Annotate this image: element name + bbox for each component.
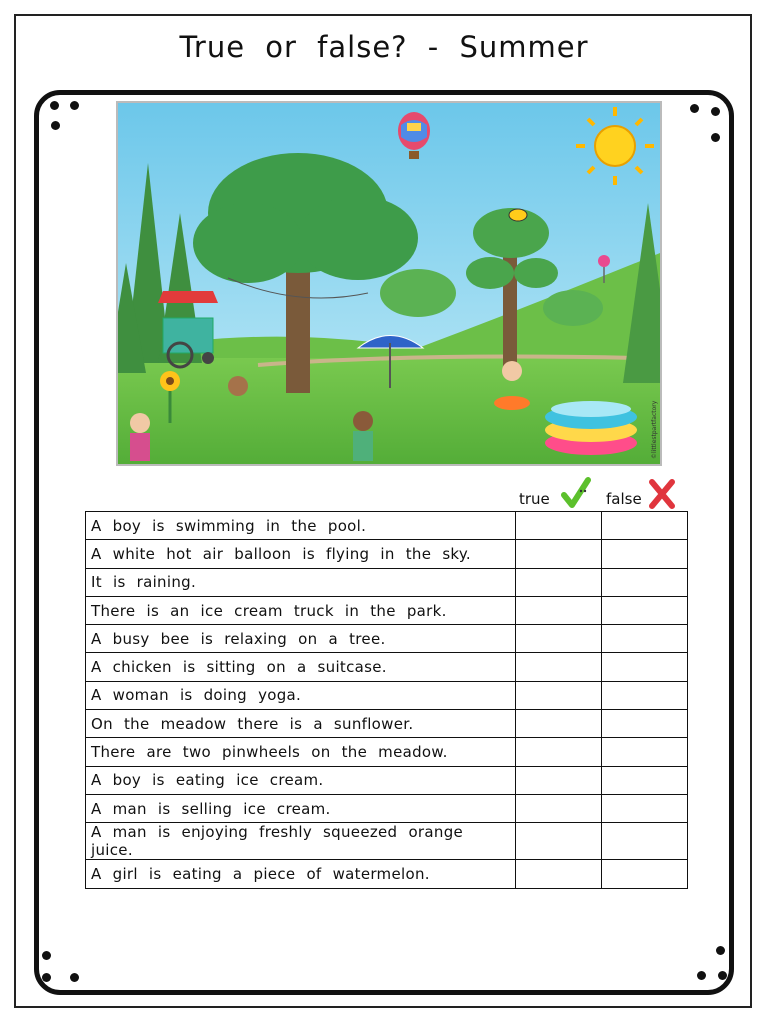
statement-text: A busy bee is relaxing on a tree. — [86, 625, 516, 653]
statement-text: There are two pinwheels on the meadow. — [86, 738, 516, 766]
false-answer-box[interactable] — [602, 512, 688, 540]
page-title: True or false? - Summer — [179, 30, 589, 64]
picture-credit: ©littlestpartfactory — [651, 400, 658, 459]
statement-text: A man is selling ice cream. — [86, 794, 516, 822]
summer-park-illustration — [116, 101, 662, 466]
corner-dot — [42, 973, 51, 982]
false-answer-box[interactable] — [602, 860, 688, 888]
table-row — [86, 625, 688, 653]
corner-dot — [70, 101, 79, 110]
red-cross-icon — [648, 477, 676, 515]
true-answer-box[interactable] — [516, 512, 602, 540]
statement-text: A woman is doing yoga. — [86, 681, 516, 709]
true-answer-box[interactable] — [516, 710, 602, 738]
table-row — [86, 794, 688, 822]
false-answer-box[interactable] — [602, 794, 688, 822]
table-row — [86, 681, 688, 709]
table-row — [86, 766, 688, 794]
true-answer-box[interactable] — [516, 540, 602, 568]
false-answer-box[interactable] — [602, 596, 688, 624]
corner-dot — [690, 104, 699, 113]
table-row — [86, 710, 688, 738]
statement-text: A white hot air balloon is flying in the sky. — [86, 540, 516, 568]
statement-text: A boy is swimming in the pool. — [86, 512, 516, 540]
table-row — [86, 653, 688, 681]
false-answer-box[interactable] — [602, 766, 688, 794]
corner-dot — [711, 133, 720, 142]
green-check-icon — [561, 477, 591, 515]
true-answer-box[interactable] — [516, 653, 602, 681]
corner-dot — [70, 973, 79, 982]
true-answer-box[interactable] — [516, 625, 602, 653]
true-answer-box[interactable] — [516, 568, 602, 596]
true-false-table — [85, 511, 688, 889]
true-answer-box[interactable] — [516, 860, 602, 888]
false-answer-box[interactable] — [602, 625, 688, 653]
corner-dot — [718, 971, 727, 980]
true-answer-box[interactable] — [516, 596, 602, 624]
false-answer-box[interactable] — [602, 738, 688, 766]
corner-dot — [42, 951, 51, 960]
false-answer-box[interactable] — [602, 681, 688, 709]
false-answer-box[interactable] — [602, 653, 688, 681]
statement-text: A chicken is sitting on a suitcase. — [86, 653, 516, 681]
table-row — [86, 568, 688, 596]
false-answer-box[interactable] — [602, 823, 688, 860]
table-row — [86, 596, 688, 624]
bee-icon — [509, 209, 527, 221]
true-answer-box[interactable] — [516, 794, 602, 822]
corner-dot — [697, 971, 706, 980]
table-row — [86, 512, 688, 540]
statement-text: On the meadow there is a sunflower. — [86, 710, 516, 738]
statement-text: It is raining. — [86, 568, 516, 596]
true-answer-box[interactable] — [516, 738, 602, 766]
statement-text: A girl is eating a piece of watermelon. — [86, 860, 516, 888]
true-answer-box[interactable] — [516, 823, 602, 860]
corner-dot — [51, 121, 60, 130]
paddling-pool-icon — [545, 401, 637, 455]
statement-text: A boy is eating ice cream. — [86, 766, 516, 794]
true-answer-box[interactable] — [516, 681, 602, 709]
corner-dot — [716, 946, 725, 955]
true-answer-box[interactable] — [516, 766, 602, 794]
table-row — [86, 823, 688, 860]
false-column-label: false — [606, 490, 642, 508]
statement-text: There is an ice cream truck in the park. — [86, 596, 516, 624]
true-column-label: true — [519, 490, 550, 508]
false-answer-box[interactable] — [602, 568, 688, 596]
false-answer-box[interactable] — [602, 540, 688, 568]
table-row — [86, 860, 688, 888]
corner-dot — [50, 101, 59, 110]
statement-text: A man is enjoying freshly squeezed orange juice. — [86, 823, 516, 860]
table-row — [86, 540, 688, 568]
corner-dot — [711, 107, 720, 116]
table-row — [86, 738, 688, 766]
false-answer-box[interactable] — [602, 710, 688, 738]
